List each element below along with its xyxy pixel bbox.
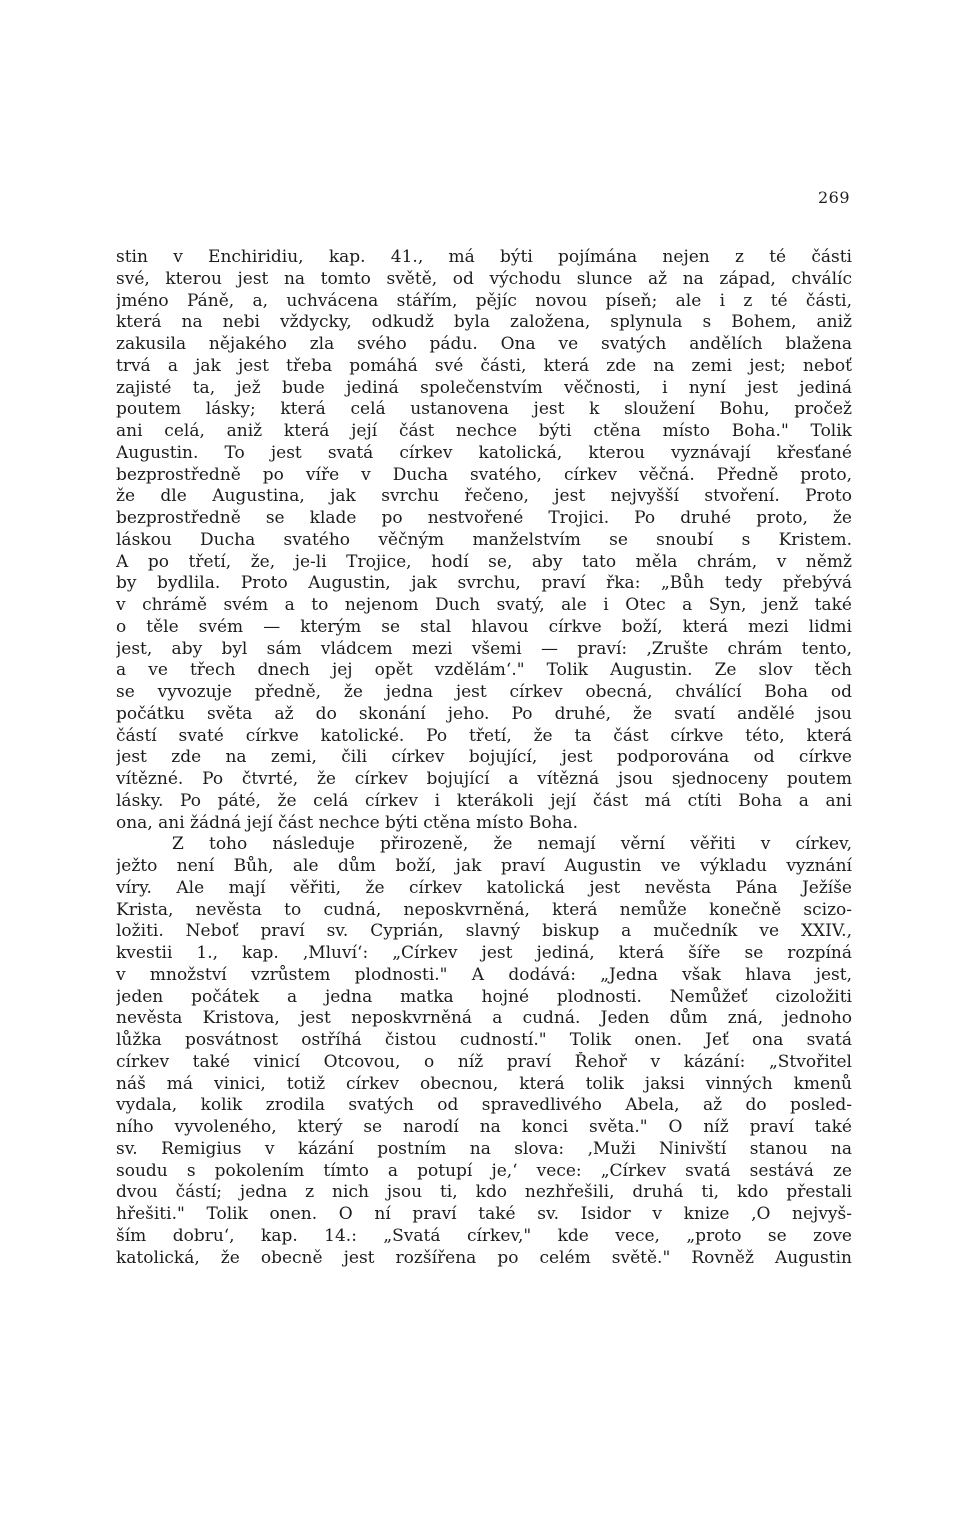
text-line: A po třetí, že, je-li Trojice, hodí se, aby tato měla chrám, v němž <box>116 551 852 572</box>
text-line: církev také vinicí Otcovou, o níž praví Řehoř v kázání: „Stvořitel <box>116 1051 852 1072</box>
text-line: jest, aby byl sám vládcem mezi všemi — praví: ‚Zrušte chrám tento, <box>116 638 852 659</box>
text-line: nevěsta Kristova, jest neposkvrněná a cudná. Jeden dům zná, jednoho <box>116 1008 852 1029</box>
text-line: soudu s pokolením tímto a potupí je,‘ vece: „Církev svatá sestává ze <box>116 1160 852 1181</box>
text-line: že dle Augustina, jak svrchu řečeno, jest nejvyšší stvoření. Proto <box>116 486 852 507</box>
text-line: Augustin. To jest svatá církev katolická, kterou vyznávají křesťané <box>116 442 852 463</box>
text-line: částí svaté církve katolické. Po třetí, že ta část církve této, která <box>116 725 852 746</box>
text-line: bezprostředně se klade po nestvořené Trojici. Po druhé proto, že <box>116 508 852 528</box>
text-line: Krista, nevěsta to cudná, neposkvrněná, která nemůže konečně scizo- <box>116 899 852 920</box>
text-line: náš má vinici, totiž církev obecnou, která tolik jaksi vinných kmenů <box>116 1073 852 1094</box>
text-line: počátku světa až do skonání jeho. Po druhé, že svatí andělé jsou <box>116 703 852 724</box>
text-line: lůžka posvátnost ostříhá čistou cudností." Tolik onen. Jeť ona svatá <box>116 1030 852 1050</box>
text-line: dvou částí; jedna z nich jsou ti, kdo nezhřešili, druhá ti, kdo přestali <box>116 1182 852 1203</box>
text-line: poutem lásky; která celá ustanovena jest k sloužení Bohu, pročež <box>116 399 852 420</box>
text-line: ježto není Bůh, ale dům boží, jak praví Augustin ve výkladu vyznání <box>116 856 852 876</box>
text-line: v chrámě svém a to nejenom Duch svatý, ale i Otec a Syn, jenž také <box>116 595 852 615</box>
text-line: ního vyvoleného, který se narodí na konci světa." O níž praví také <box>116 1117 852 1137</box>
text-line: jest zde na zemi, čili církev bojující, jest podporována od církve <box>116 747 852 768</box>
text-line: lásky. Po páté, že celá církev i kterákoli její část má ctíti Boha a ani <box>116 790 852 811</box>
text-line: zakusila nějakého zla svého pádu. Ona ve svatých andělích blažena <box>116 334 852 354</box>
text-line: by bydlila. Proto Augustin, jak svrchu, praví řka: „Bůh tedy přebývá <box>116 573 852 594</box>
text-line: která na nebi vždycky, odkudž byla založena, splynula s Bohem, aniž <box>116 312 852 333</box>
text-line: ona, ani žádná její část nechce býti ctěna místo Boha. <box>116 812 579 833</box>
text-line: láskou Ducha svatého věčným manželstvím se snoubí s Kristem. <box>116 529 852 550</box>
text-line: v množství vzrůstem plodnosti." A dodává: „Jedna však hlava jest, <box>116 964 852 985</box>
text-line: sv. Remigius v kázání postním na slova: ‚Muži Ninivští stanou na <box>116 1138 852 1159</box>
text-line: jeden počátek a jedna matka hojné plodnosti. Nemůžeť cizoložiti <box>116 986 852 1007</box>
text-line: zajisté ta, jež bude jediná společenstvím věčnosti, i nyní jest jediná <box>116 377 852 398</box>
text-line: hřešiti." Tolik onen. O ní praví také sv. Isidor v knize ‚O nejvyš- <box>116 1204 852 1224</box>
text-line: stin v Enchiridiu, kap. 41., má býti pojímána nejen z té části <box>116 247 852 267</box>
text-line: o těle svém — kterým se stal hlavou církve boží, která mezi lidmi <box>116 616 852 637</box>
text-line: Z toho následuje přirozeně, že nemají věrní věřiti v církev, <box>172 834 852 855</box>
text-line: své, kterou jest na tomto světě, od východu slunce až na západ, chválíc <box>116 268 852 289</box>
text-line: ložiti. Neboť praví sv. Cyprián, slavný biskup a mučedník ve XXIV., <box>116 921 852 942</box>
text-line: ším dobru‘, kap. 14.: „Svatá církev," kde vece, „proto se zove <box>116 1225 852 1246</box>
text-line: víry. Ale mají věřiti, že církev katolická jest nevěsta Pána Ježíše <box>116 877 852 898</box>
text-line: jméno Páně, a, uchvácena stářím, pějíc novou píseň; ale i z té části, <box>116 290 852 311</box>
text-line: kvestii 1., kap. ‚Mluví‘: „Církev jest jediná, která šíře se rozpíná <box>116 943 852 963</box>
text-line: katolická, že obecně jest rozšířena po celém světě." Rovněž Augustin <box>116 1247 852 1268</box>
text-line: trvá a jak jest třeba pomáhá své části, která zde na zemi jest; neboť <box>116 355 852 376</box>
text-line: ani celá, aniž která její část nechce býti ctěna místo Boha." Tolik <box>116 421 852 441</box>
text-line: bezprostředně po víře v Ducha svatého, církev věčná. Předně proto, <box>116 464 852 485</box>
body-text <box>116 247 852 1269</box>
text-line: vydala, kolik zrodila svatých od spravedlivého Abela, až do posled- <box>116 1095 852 1116</box>
text-line: vítězné. Po čtvrté, že církev bojující a vítězná jsou sjednoceny poutem <box>116 769 852 789</box>
page-number: 269 <box>817 188 850 207</box>
text-line: se vyvozuje předně, že jedna jest církev obecná, chválící Boha od <box>116 682 852 702</box>
text-line: a ve třech dnech jej opět vzdělám‘." Tolik Augustin. Ze slov těch <box>116 660 852 681</box>
